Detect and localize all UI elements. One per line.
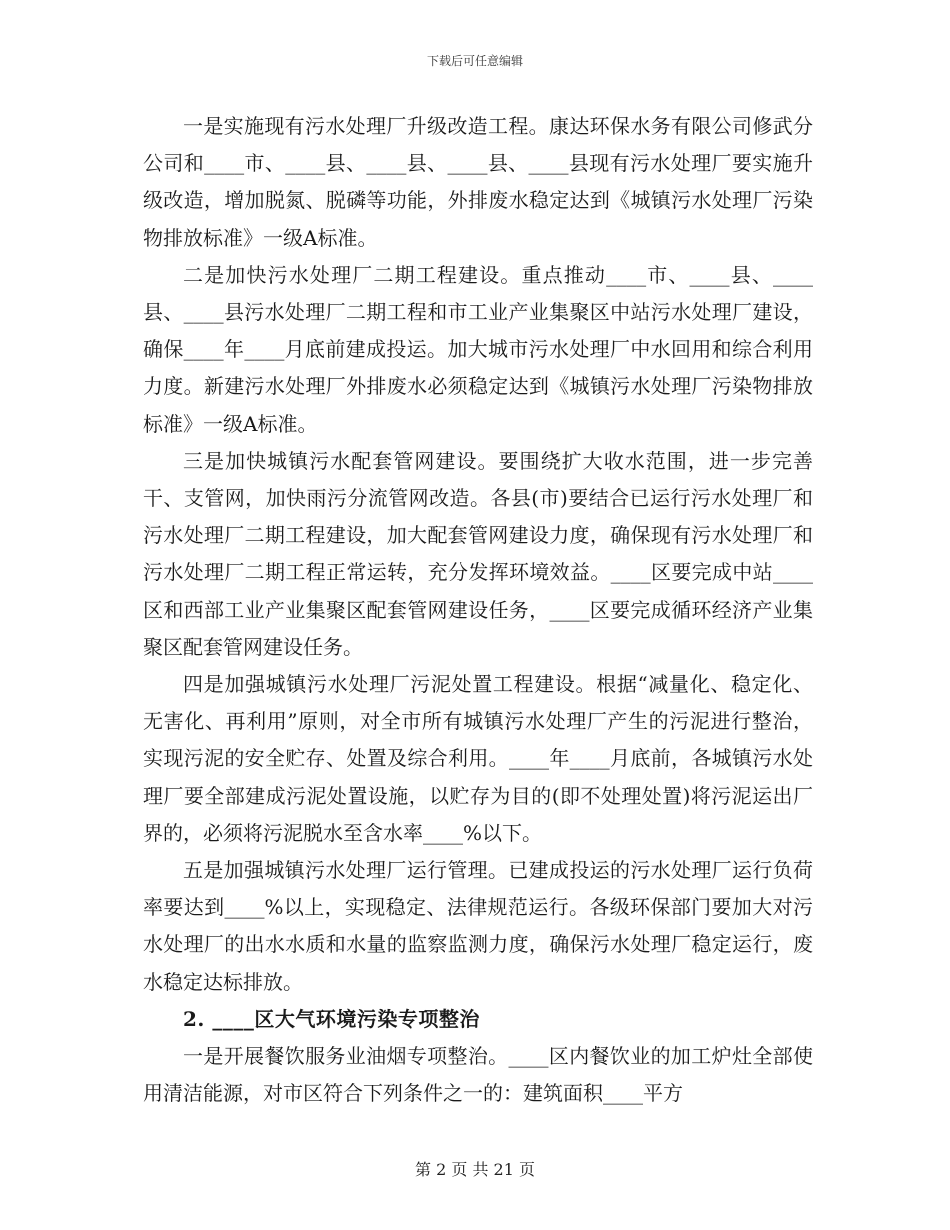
paragraph-catering-fumes: 一是开展餐饮服务业油烟专项整治。____区内餐饮业的加工炉灶全部使用清洁能源，对市区符合下列条件之一的：建筑面积____平方 [143, 1044, 813, 1106]
section-heading-air-pollution: 2. ____区大气环境污染专项整治 [183, 1006, 480, 1031]
paragraph-operation-management: 五是加强城镇污水处理厂运行管理。已建成投运的污水处理厂运行负荷率要达到____%以上，实现稳定、法律规范运行。各级环保部门要加大对污水处理厂的出水水质和水量的监察监测力度，确保污水处理厂稳定运行，废水稳定达标排放。 [143, 858, 813, 994]
page-header: 下载后可任意编辑 [426, 54, 523, 68]
page-footer: 第 2 页 共 21 页 [415, 1160, 535, 1179]
document-body [143, 108, 813, 1112]
paragraph-phase-two: 二是加快污水处理厂二期工程建设。重点推动____市、____县、____县、____县污水处理厂二期工程和市工业产业集聚区中站污水处理厂建设，确保____年____月底前建成投运。加大城市污水处理厂中水回用和综合利用力度。新建污水处理厂外排废水必须稳定达到《城镇污水处理厂污染物排放标准》一级A标准。 [143, 262, 813, 436]
paragraph-upgrade-plants: 一是实施现有污水处理厂升级改造工程。康达环保水务有限公司修武分公司和____市、____县、____县、____县、____县现有污水处理厂要实施升级改造，增加脱氮、脱磷等功能，外排废水稳定达到《城镇污水处理厂污染物排放标准》一级A标准。 [143, 114, 813, 250]
paragraph-sludge-disposal: 四是加强城镇污水处理厂污泥处置工程建设。根据“减量化、稳定化、无害化、再利用”原则，对全市所有城镇污水处理厂产生的污泥进行整治，实现污泥的安全贮存、处置及综合利用。____年____月底前，各城镇污水处理厂要全部建成污泥处置设施，以贮存为目的(即不处理处置)将污泥运出厂界的，必须将污泥脱水至含水率____%以下。 [143, 672, 813, 845]
paragraph-pipe-network: 三是加快城镇污水配套管网建设。要围绕扩大收水范围，进一步完善干、支管网，加快雨污分流管网改造。各县(市)要结合已运行污水处理厂和污水处理厂二期工程建设，加大配套管网建设力度，确保现有污水处理厂和污水处理厂二期工程正常运转，充分发挥环境效益。____区要完成中站____区和西部工业产业集聚区配套管网建设任务，____区要完成循环经济产业集聚区配套管网建设任务。 [143, 448, 813, 659]
